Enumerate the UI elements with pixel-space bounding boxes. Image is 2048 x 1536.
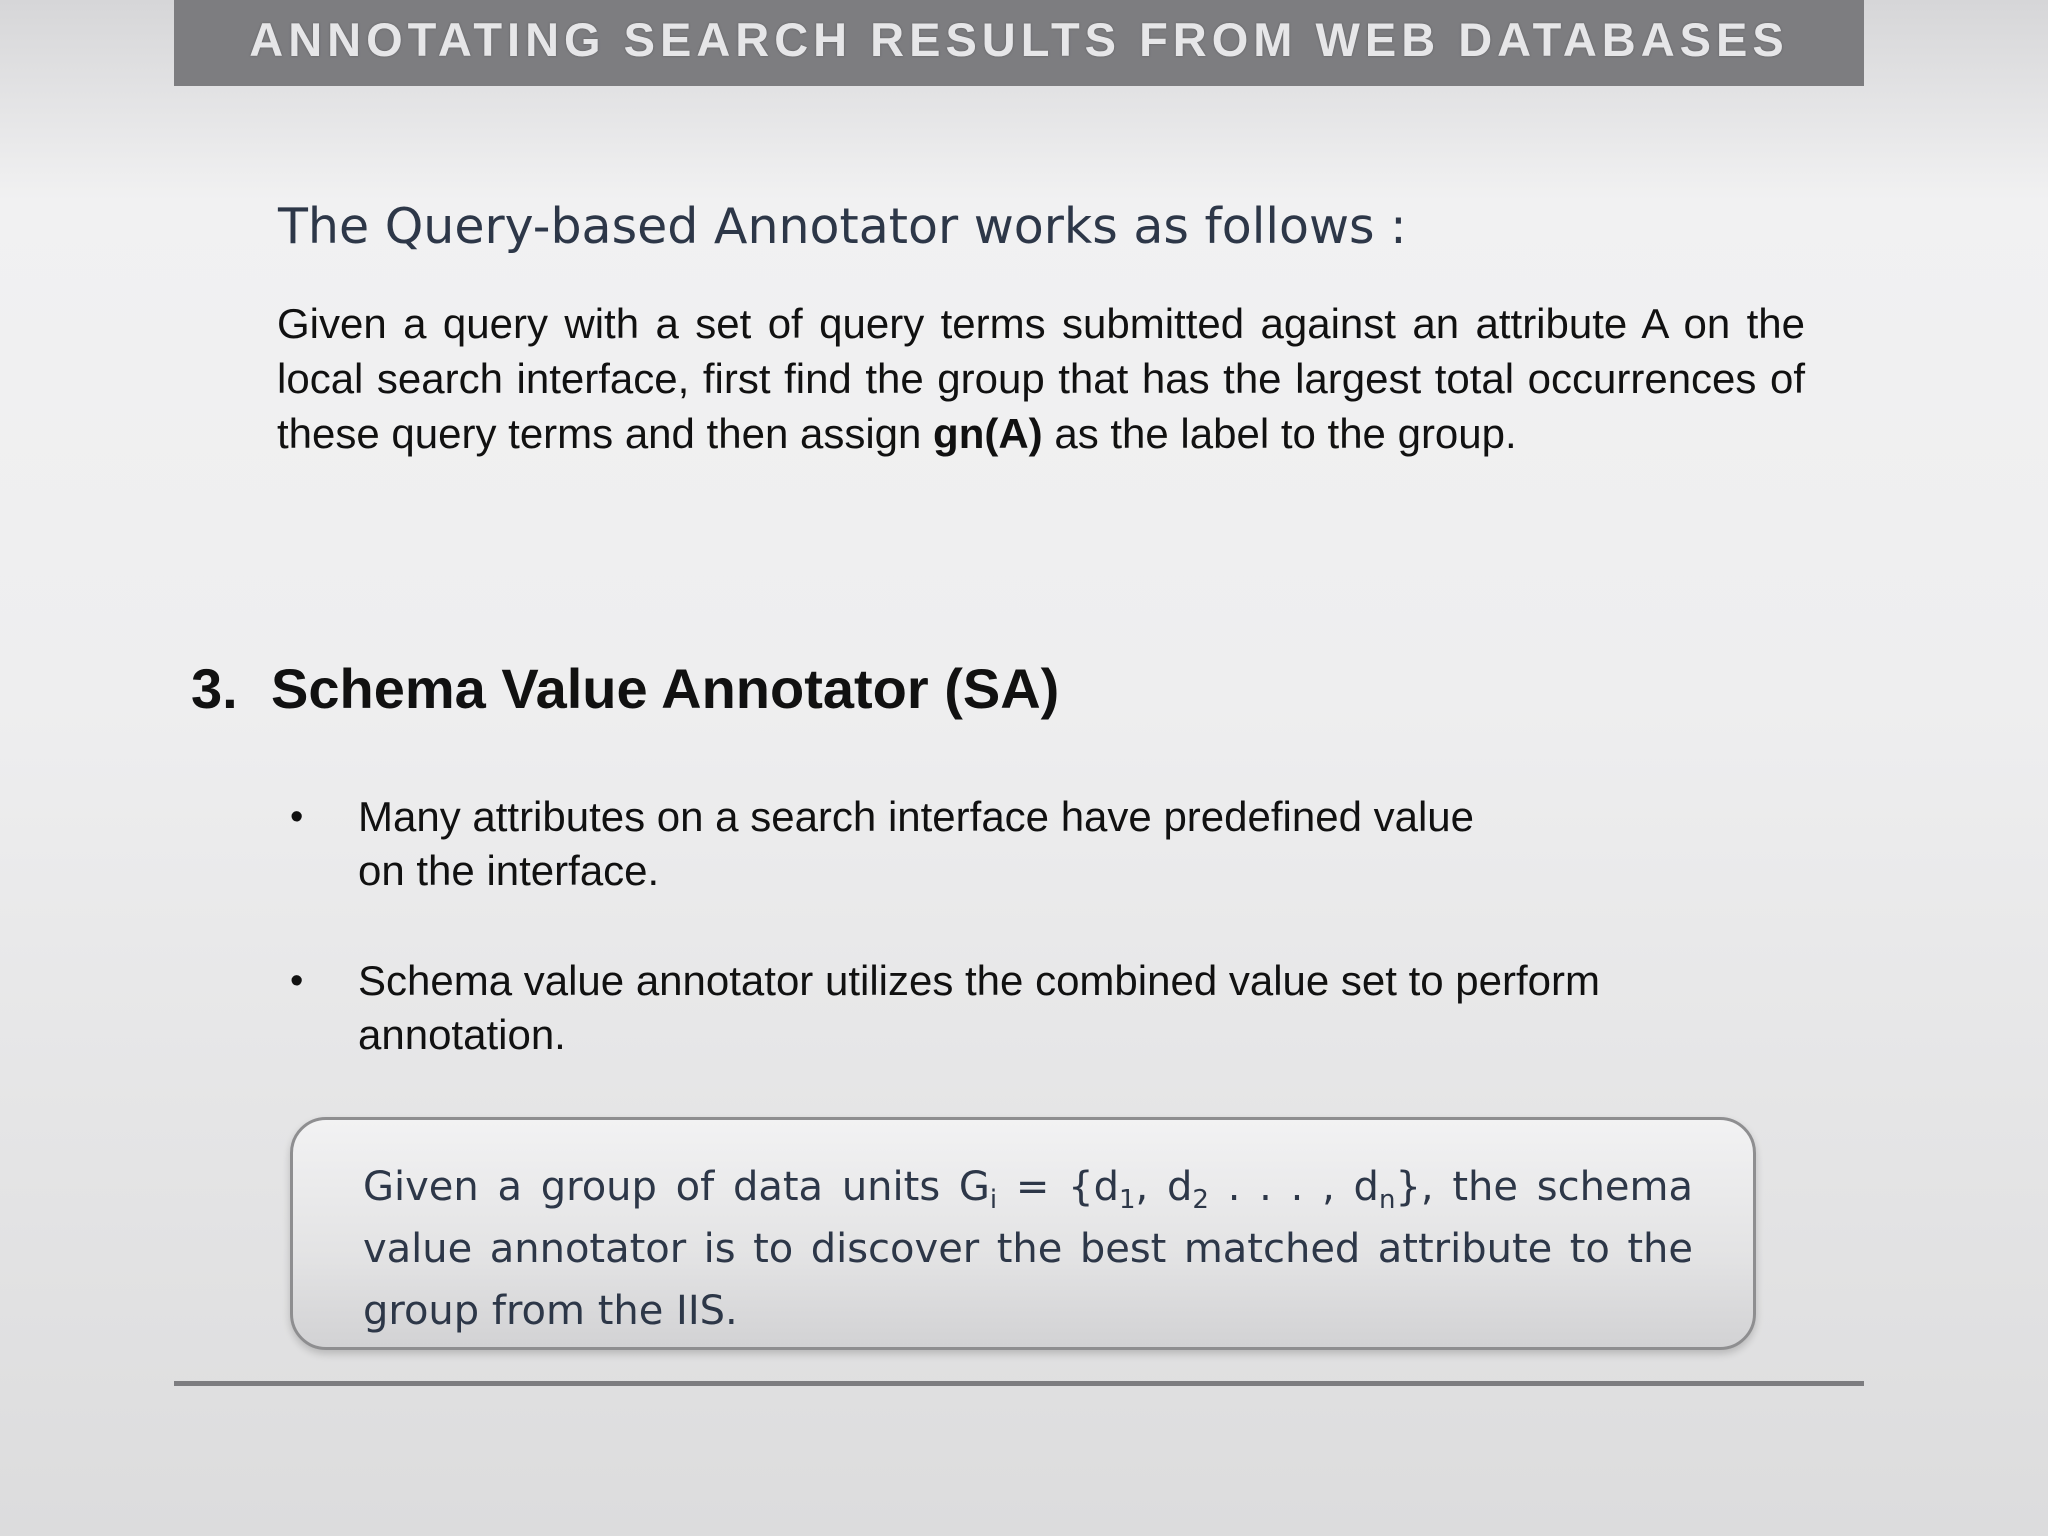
bullet-icon: • xyxy=(290,960,304,1002)
bullet-icon: • xyxy=(290,796,304,838)
callout-segment: }, the schema value annotator is to discover the best matched attribute to the group from the IIS. xyxy=(363,1164,1694,1334)
list-item xyxy=(290,954,1810,1062)
bullet-list xyxy=(290,790,1810,1118)
list-item xyxy=(290,790,1810,898)
query-annotator-heading: The Query-based Annotator works as follows : xyxy=(278,198,1407,255)
callout-segment: . . . , d xyxy=(1208,1164,1379,1210)
subscript: n xyxy=(1378,1185,1396,1215)
callout-segment: Given a group of data units G xyxy=(363,1164,990,1210)
bullet-line: Many attributes on a search interface have predefined value xyxy=(358,793,1475,840)
callout-text xyxy=(363,1156,1693,1342)
query-annotator-description xyxy=(277,296,1805,461)
label-function: gn(A) xyxy=(933,410,1043,457)
slide-title: ANNOTATING SEARCH RESULTS FROM WEB DATABASES xyxy=(249,12,1789,66)
bullet-line: Schema value annotator utilizes the combined value set to perform xyxy=(358,957,1601,1004)
description-text-end: as the label to the group. xyxy=(1042,410,1517,457)
subscript: i xyxy=(989,1185,998,1215)
description-text: Given a query with a set of query terms submitted against an attribute A on the local search interface, first find the group that has the largest total occurrences of these query terms and then assign xyxy=(277,300,1805,457)
section-heading xyxy=(191,656,1059,721)
section-title: Schema Value Annotator (SA) xyxy=(271,657,1060,720)
bullet-line: annotation. xyxy=(358,1011,566,1058)
bullet-line: on the interface. xyxy=(358,847,660,894)
subscript: 2 xyxy=(1192,1185,1209,1215)
callout-segment: , d xyxy=(1135,1164,1193,1210)
callout-segment: = {d xyxy=(997,1164,1119,1210)
definition-callout xyxy=(290,1117,1756,1350)
title-bar xyxy=(174,0,1864,86)
subscript: 1 xyxy=(1119,1185,1136,1215)
bottom-divider xyxy=(174,1381,1864,1386)
section-number: 3. xyxy=(191,657,238,720)
